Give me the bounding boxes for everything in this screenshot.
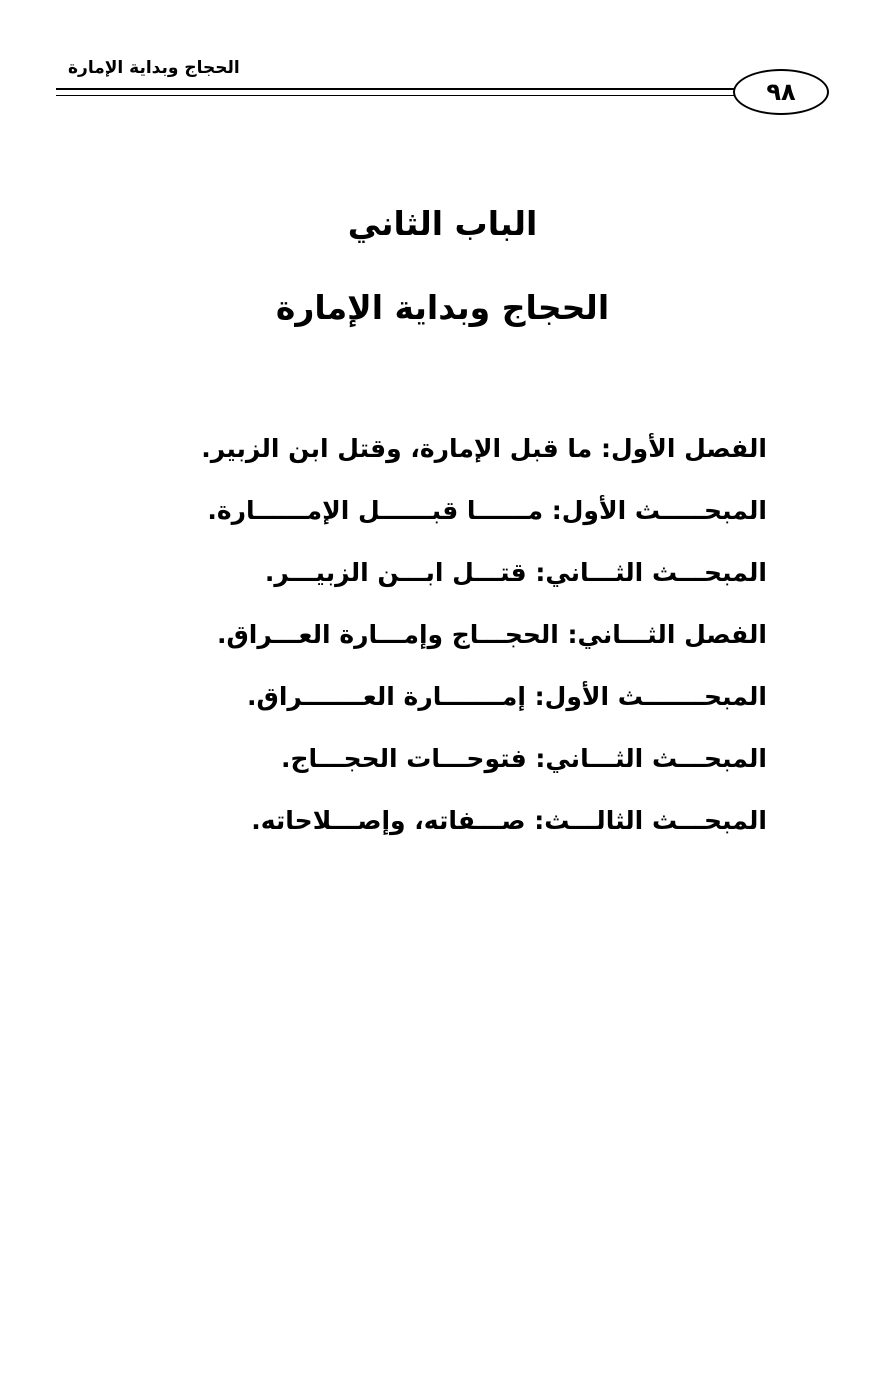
toc-section-1-2: المبحـــث الثـــاني: قتـــل ابـــن الزبيـــر. [264, 558, 767, 587]
part-heading: الباب الثاني [347, 204, 538, 243]
table-of-contents [201, 425, 767, 859]
page-number: ٩٨ [733, 69, 829, 115]
running-title: الحجاج وبداية الإمارة [68, 58, 240, 78]
part-title: الحجاج وبداية الإمارة [275, 288, 610, 327]
toc-chapter-1: الفصل الأول: ما قبل الإمارة، وقتل ابن الزبير. [201, 434, 767, 463]
toc-chapter-2: الفصل الثـــاني: الحجـــاج وإمـــارة العـــراق. [216, 620, 767, 649]
toc-section-1-1: المبحـــــث الأول: مــــــا قبــــــل الإمــــــارة. [207, 496, 767, 525]
toc-section-2-2: المبحـــث الثـــاني: فتوحـــات الحجـــاج. [281, 744, 767, 773]
header-rule [56, 88, 734, 96]
toc-section-2-3: المبحـــث الثالـــث: صـــفاته، وإصـــلاحاته. [251, 806, 767, 835]
toc-section-2-1: المبحـــــــث الأول: إمـــــــارة العـــــــراق. [247, 682, 767, 711]
